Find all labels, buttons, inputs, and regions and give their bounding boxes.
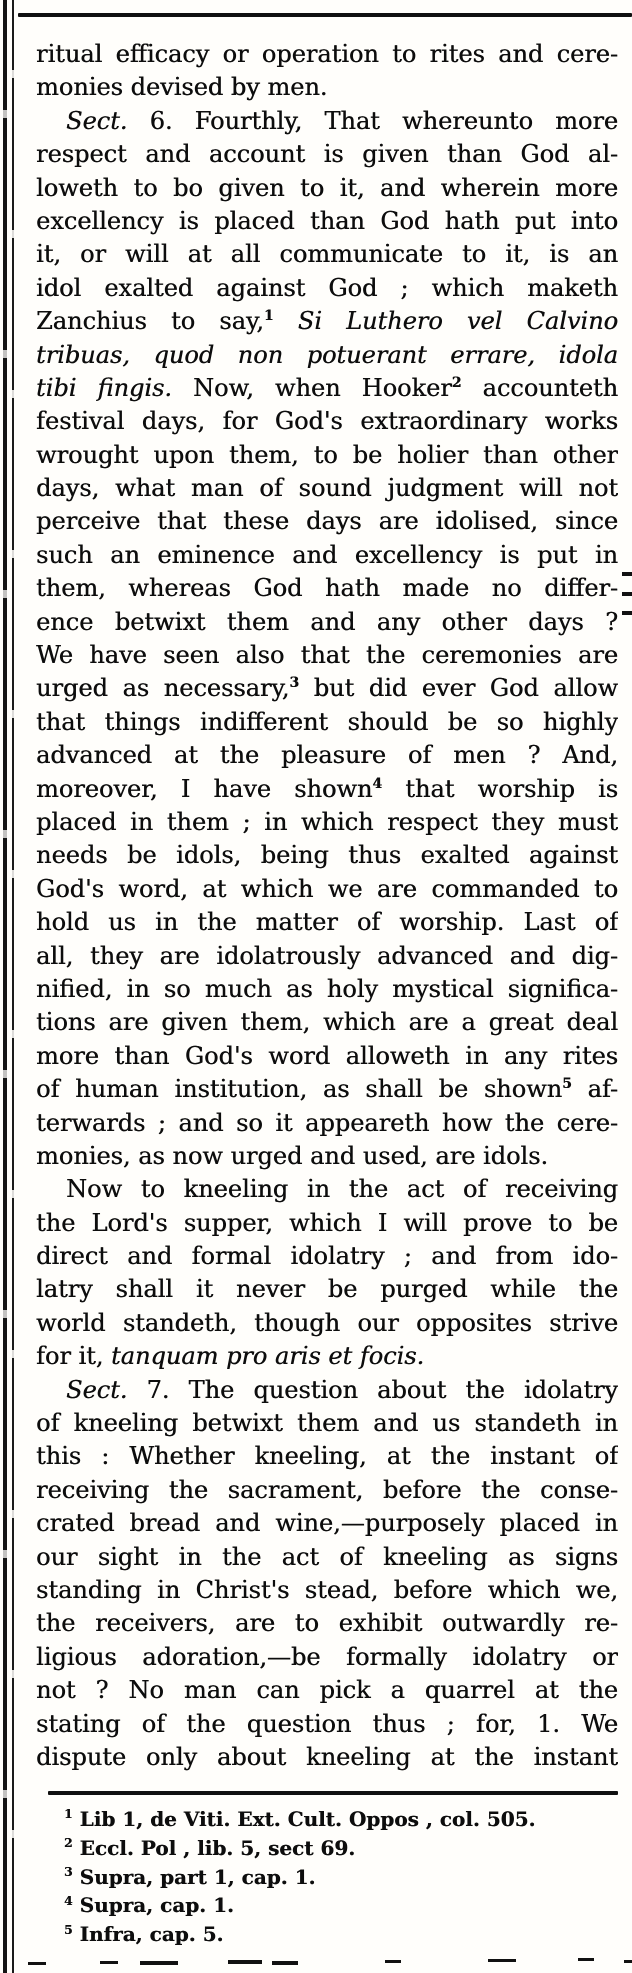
main-text-block <box>36 38 618 1774</box>
footnote-line <box>64 1891 620 1920</box>
text-line: the Lord's supper, which I will prove to be <box>36 1208 618 1237</box>
text-line: Zanchius to say,$^1$ Si Luthero vel Calvino <box>36 307 618 336</box>
text-line: of human institution, as shall be shown$^5$ af- <box>36 1075 618 1104</box>
text-line: it, or will at all communicate to it, is an <box>36 240 618 269</box>
text-line: urged as necessary,$^3$ but did ever God allow <box>36 674 618 703</box>
text-line: of kneeling betwixt them and us standeth in <box>36 1409 618 1438</box>
footnote-line <box>64 1863 620 1892</box>
text-line: ligious adoration,—be formally idolatry or <box>36 1642 618 1671</box>
text-line: that things indifferent should be so highly <box>36 707 618 736</box>
footnotes-block <box>64 1805 620 1949</box>
footnote-number: 4 <box>64 1892 73 1908</box>
text-line: wrought upon them, to be holier than other <box>36 440 618 469</box>
text-line: hold us in the matter of worship. Last of <box>36 908 618 937</box>
footnote-line <box>64 1805 620 1834</box>
footnote-text: Eccl. Pol , lib. 5, sect 69. <box>79 1835 356 1860</box>
text-line: them, whereas God hath made no differ- <box>36 574 618 603</box>
text-line: more than God's word alloweth in any rites <box>36 1041 618 1070</box>
text-line: Sect. 6. Fourthly, That whereunto more <box>66 106 618 135</box>
text-line: advanced at the pleasure of men ? And, <box>36 741 618 770</box>
text-line: days, what man of sound judgment will not <box>36 474 618 503</box>
text-line: nified, in so much as holy mystical significa- <box>36 974 618 1003</box>
footnote-text: Supra, part 1, cap. 1. <box>79 1864 316 1889</box>
text-line: standing in Christ's stead, before which we, <box>36 1575 618 1604</box>
text-line: direct and formal idolatry ; and from ido- <box>36 1242 618 1271</box>
text-line: such an eminence and excellency is put in <box>36 540 618 569</box>
text-line: world standeth, though our opposites strive <box>36 1308 618 1337</box>
text-line: latry shall it never be purged while the <box>36 1275 618 1304</box>
text-line: monies, as now urged and used, are idols. <box>36 1141 549 1170</box>
text-line: idol exalted against God ; which maketh <box>36 273 618 302</box>
text-line: Sect. 7. The question about the idolatry <box>66 1375 618 1404</box>
text-line: all, they are idolatrously advanced and dig- <box>36 941 618 970</box>
footnote-text: Supra, cap. 1. <box>79 1893 234 1918</box>
footnote-number: 5 <box>64 1921 73 1937</box>
text-line: God's word, at which we are commanded to <box>36 874 618 903</box>
text-line: placed in them ; in which respect they must <box>36 807 618 836</box>
text-line: the receivers, are to exhibit outwardly re- <box>36 1609 618 1638</box>
text-line: for it, tanquam pro aris et focis. <box>36 1342 425 1371</box>
text-line: receiving the sacrament, before the conse- <box>36 1475 618 1504</box>
text-line: excellency is placed than God hath put into <box>36 206 618 235</box>
text-line: festival days, for God's extraordinary works <box>36 407 618 436</box>
text-line: respect and account is given than God al- <box>36 140 618 169</box>
text-line: this : Whether kneeling, at the instant of <box>36 1442 618 1471</box>
text-line: our sight in the act of kneeling as signs <box>36 1542 618 1571</box>
left-binding-line-inner <box>12 0 14 1973</box>
text-line: dispute only about kneeling at the instant <box>36 1742 618 1771</box>
text-line: loweth to bo given to it, and wherein more <box>36 173 618 202</box>
text-line: perceive that these days are idolised, since <box>36 507 618 536</box>
footnote-separator-rule <box>48 1791 618 1795</box>
footnote-line <box>64 1834 620 1863</box>
text-line: tibi fingis. Now, when Hooker$^2$ accounteth <box>36 373 618 402</box>
text-line: terwards ; and so it appeareth how the cere- <box>36 1108 618 1137</box>
text-line: tribuas, quod non potuerant errare, idola <box>36 340 618 369</box>
text-line: monies devised by men. <box>36 73 328 102</box>
footnote-text: Infra, cap. 5. <box>79 1922 224 1947</box>
text-line: We have seen also that the ceremonies are <box>36 641 618 670</box>
text-line: moreover, I have shown$^4$ that worship is <box>36 774 618 803</box>
text-line: ence betwixt them and any other days ? <box>36 607 618 636</box>
text-line: needs be idols, being thus exalted against <box>36 841 618 870</box>
footnote-text: Lib 1, de Viti. Ext. Cult. Oppos , col. 505. <box>79 1807 536 1831</box>
text-line: not ? No man can pick a quarrel at the <box>36 1676 618 1705</box>
footnote-line <box>64 1920 620 1949</box>
left-binding-line-outer <box>3 0 7 1973</box>
text-line: Now to kneeling in the act of receiving <box>66 1175 618 1204</box>
text-line: tions are given them, which are a great deal <box>36 1008 618 1037</box>
text-line: ritual efficacy or operation to rites and cere- <box>36 40 618 68</box>
text-line: stating of the question thus ; for, 1. We <box>36 1709 618 1738</box>
footnote-number: 2 <box>64 1835 73 1851</box>
text-line: crated bread and wine,—purposely placed in <box>36 1509 618 1538</box>
footnote-number: 1 <box>64 1806 73 1822</box>
top-page-rule <box>18 13 632 17</box>
footnote-number: 3 <box>64 1863 73 1879</box>
